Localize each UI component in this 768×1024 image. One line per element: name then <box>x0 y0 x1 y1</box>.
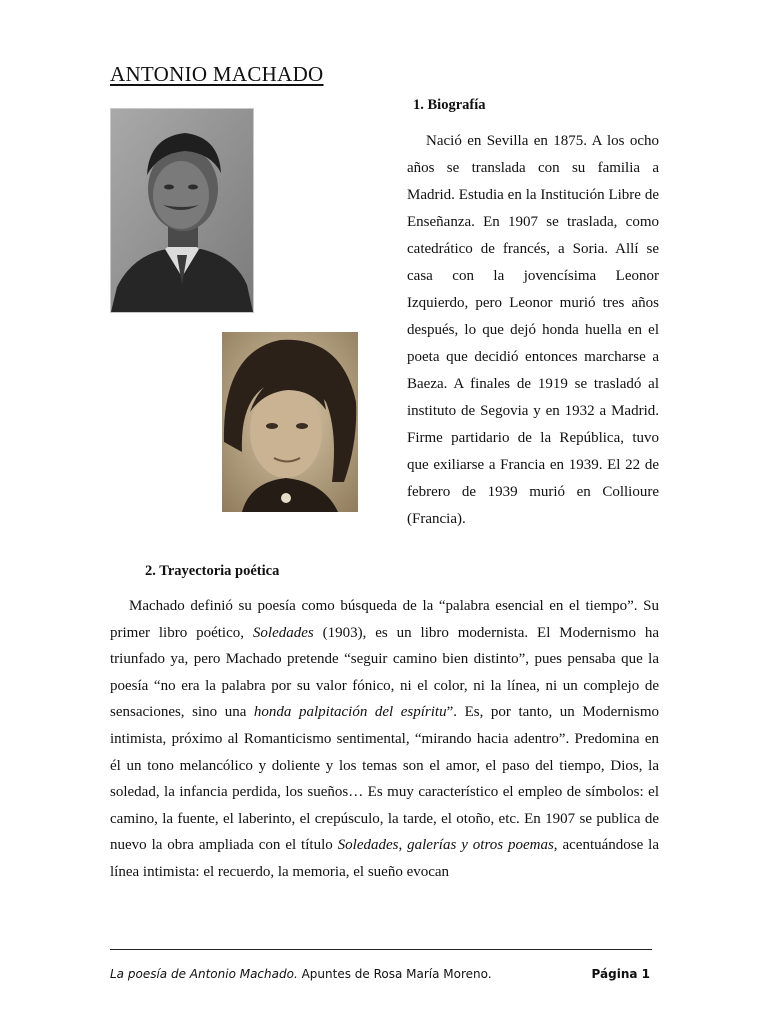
page-footer <box>110 967 650 981</box>
document-title: ANTONIO MACHADO <box>110 62 324 86</box>
footer-author: Apuntes de Rosa María Moreno. <box>297 967 492 981</box>
machado-portrait-photo <box>110 108 254 313</box>
book-title-soledades-galerias: Soledades, galerías y otros poemas, <box>337 837 558 854</box>
footer-divider <box>110 949 652 950</box>
paragraph-text: Machado definió su poesía como búsqueda de la “palabra esencial en el tiempo”. Su primer libro poético, <box>110 598 659 641</box>
paragraph-text: acentuándose la línea intimista: el recuerdo, la memoria, el sueño evocan <box>110 837 660 880</box>
biography-paragraph: Nació en Sevilla en 1875. A los ocho años se translada con su familia a Madrid. Estudia en la Institución Libre de Enseñanza. En 1907 se traslada, como catedrático de francés, a Soria. Allí se casa con la jovencísima Leonor Izquierdo, pero Leonor murió tres años después, lo que dejó honda huella en el poeta que decidió entonces marcharse a Baeza. A finales de 1919 se trasladó al instituto de Segovia y en 1932 a Madrid. Firme partidario de la República, tuvo que exiliarse a Francia en 1939. El 22 de febrero de 1939 murió en Collioure (Francia). <box>407 133 659 527</box>
paragraph-text: (1903), es un libro modernista. El Modernismo ha triunfado ya, pero Machado pretende “seguir camino bien distinto”, pues pensaba que la poesía “no era la palabra por su valor fónico, ni el color, ni la línea, ni un complejo de sensaciones, sino una <box>110 624 659 721</box>
footer-doc-title: La poesía de Antonio Machado. <box>110 967 298 981</box>
leonor-portrait-photo <box>222 332 358 512</box>
page-number: Página 1 <box>591 967 650 981</box>
italic-quote: honda palpitación del espíritu <box>253 704 447 721</box>
section-heading-trayectoria: 2. Trayectoria poética <box>145 563 280 579</box>
book-title-soledades: Soledades <box>252 624 314 641</box>
paragraph-text: ”. Es, por tanto, un Modernismo intimista, próximo al Romanticismo sentimental, “mirando hacia adentro”. Predomina en él un tono melancólico y doliente y los temas son el amor, el paso del tiempo, Dios, la soledad, la infancia perdida, los sueños… Es muy característico el empleo de símbolos: el camino, la fuente, el laberinto, el crepúsculo, la tarde, el otoño, etc. En 1907 se publica de nuevo la obra ampliada con el título <box>110 704 659 854</box>
section-heading-biografia: 1. Biografía <box>413 97 486 113</box>
trayectoria-paragraph <box>110 593 659 886</box>
